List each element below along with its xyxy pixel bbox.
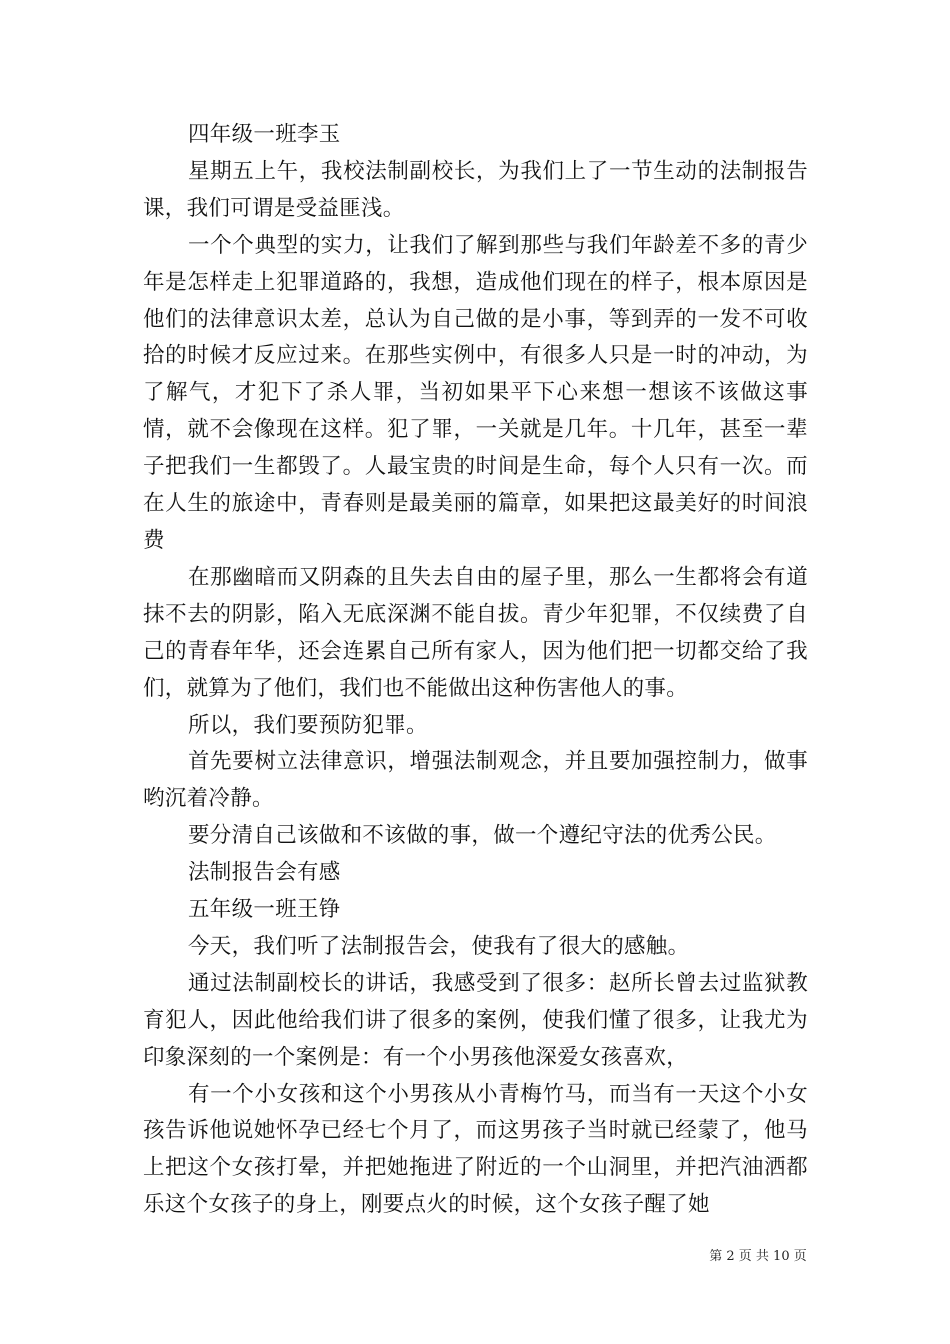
paragraph: 要分清自己该做和不该做的事，做一个遵纪守法的优秀公民。 xyxy=(188,823,777,849)
paragraph: 通过法制副校长的讲话，我感受到了很多：赵所长曾去过监狱教育犯人，因此他给我们讲了很多的案例，使我们懂了很多，让我尤为印象深刻的一个案例是：有一个小男孩他深爱女孩喜欢， xyxy=(143,970,808,1070)
document-body xyxy=(143,117,808,1224)
paragraph: 首先要树立法律意识，增强法制观念，并且要加强控制力，做事哟沉着冷静。 xyxy=(143,749,808,812)
paragraph: 所以，我们要预防犯罪。 xyxy=(188,712,428,738)
paragraph: 有一个小女孩和这个小男孩从小青梅竹马，而当有一天这个小女孩告诉他说她怀孕已经七个月了，而这男孩子当时就已经蒙了，他马上把这个女孩打晕，并把她拖进了附近的一个山洞里，并把汽油洒都乐这个女孩子的身上，刚要点火的时候，这个女孩子醒了她 xyxy=(143,1081,808,1218)
page-number-footer: 第 2 页 共 10 页 xyxy=(709,1249,807,1264)
paragraph: 今天，我们听了法制报告会，使我有了很大的感触。 xyxy=(188,933,690,959)
paragraph: 一个个典型的实力，让我们了解到那些与我们年龄差不多的青少年是怎样走上犯罪道路的，我想，造成他们现在的样子，根本原因是他们的法律意识太差，总认为自己做的是小事，等到弄的一发不可收拾的时候才反应过来。在那些实例中，有很多人只是一时的冲动，为了解气，才犯下了杀人罪，当初如果平下心来想一想该不该做这事情，就不会像现在这样。犯了罪，一关就是几年。十几年，甚至一辈子把我们一生都毁了。人最宝贵的时间是生命，每个人只有一次。而在人生的旅途中，青春则是最美丽的篇章，如果把这最美好的时间浪费 xyxy=(143,232,808,553)
author-line: 五年级一班王铮 xyxy=(188,897,341,923)
paragraph: 星期五上午，我校法制副校长，为我们上了一节生动的法制报告课，我们可谓是受益匪浅。 xyxy=(143,158,808,221)
paragraph: 在那幽暗而又阴森的且失去自由的屋子里，那么一生都将会有道抹不去的阴影，陷入无底深渊不能自拔。青少年犯罪，不仅续费了自己的青春年华，还会连累自己所有家人，因为他们把一切都交给了我们，就算为了他们，我们也不能做出这种伤害他人的事。 xyxy=(143,564,808,701)
paragraph: 四年级一班李玉 xyxy=(188,122,341,147)
section-title: 法制报告会有感 xyxy=(188,860,341,886)
